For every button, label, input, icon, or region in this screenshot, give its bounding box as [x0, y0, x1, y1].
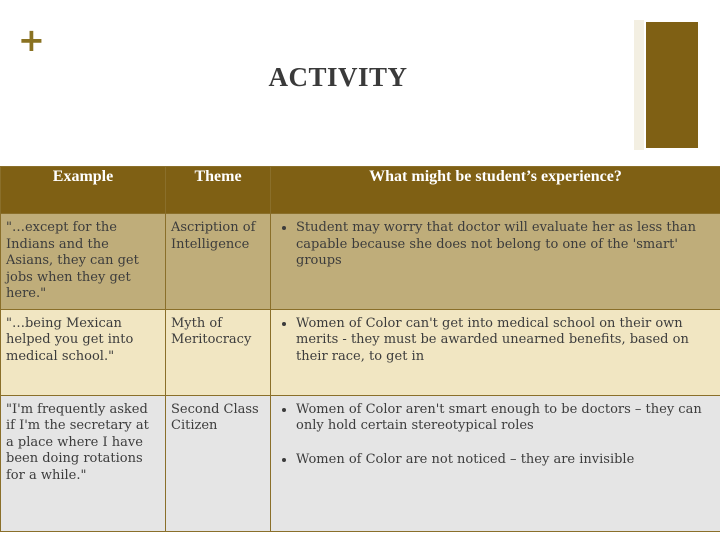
cell-example: "…except for the Indians and the Asians, they can get jobs when they get here." [1, 214, 166, 310]
cell-example: "I'm frequently asked if I'm the secretary at a place where I have been doing rotations for a while." [1, 395, 166, 532]
experience-bullet: • Student may worry that doctor will evaluate her as less than capable because she does not belong to one of the 'smart' groups [296, 220, 715, 270]
experience-bullet: • Women of Color can't get into medical school on their own merits - they must be awarded unearned benefits, based on their race, to get in [296, 316, 715, 366]
experience-bullet: • Women of Color aren't smart enough to be doctors – they can only hold certain stereotypical roles [296, 402, 715, 435]
table-header-row [1, 167, 720, 214]
slide-title: ACTIVITY [268, 62, 408, 92]
experience-bullet: • Women of Color are not noticed – they are invisible [296, 452, 715, 469]
cell-example: "…being Mexican helped you get into medical school." [1, 309, 166, 395]
plus-icon: + [18, 21, 45, 59]
header-theme: Theme [166, 167, 271, 214]
table-row [1, 395, 720, 532]
table-row [1, 309, 720, 395]
cell-theme: Myth of Meritocracy [166, 309, 271, 395]
activity-table [0, 166, 720, 532]
table-row [1, 214, 720, 310]
cell-theme: Ascription of Intelligence [166, 214, 271, 310]
cell-experience [271, 395, 720, 532]
header-experience: What might be student’s experience? [271, 167, 720, 214]
cell-experience [271, 309, 720, 395]
cell-theme: Second Class Citizen [166, 395, 271, 532]
header-example: Example [1, 167, 166, 214]
cell-experience [271, 214, 720, 310]
